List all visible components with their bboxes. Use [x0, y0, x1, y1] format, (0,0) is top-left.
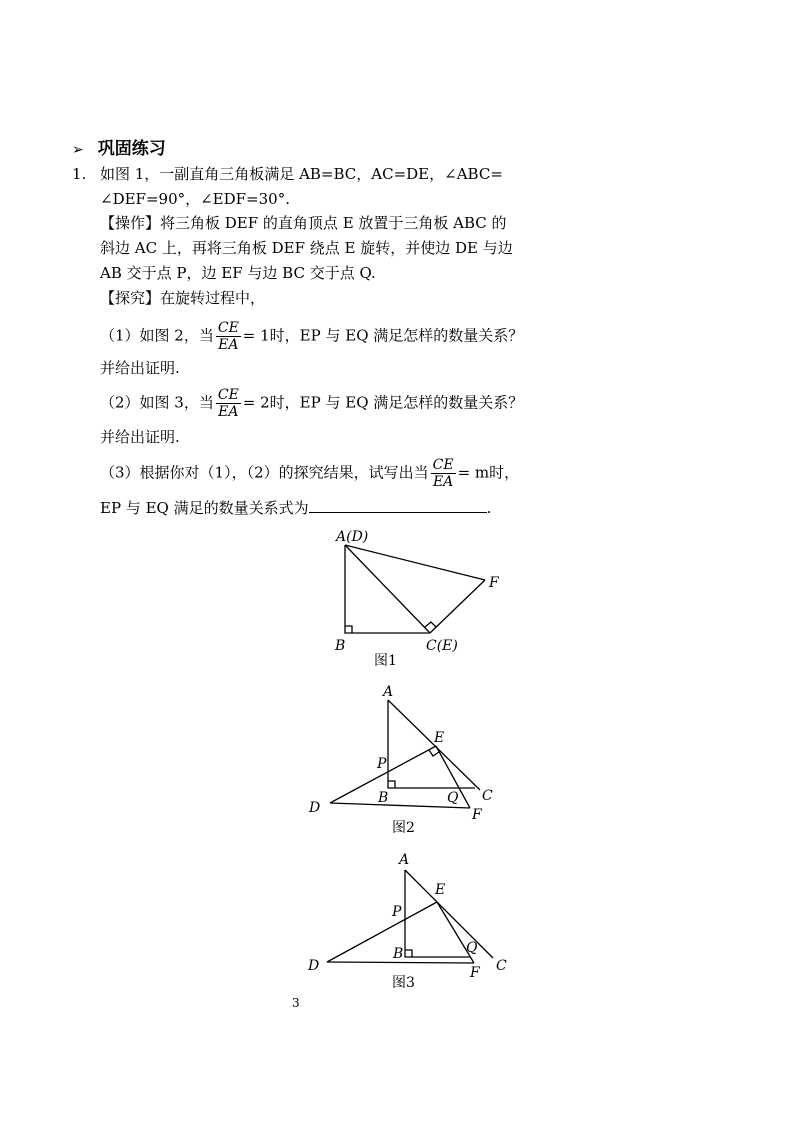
right-angle-mark [429, 750, 439, 756]
label-b: B [393, 946, 404, 962]
label-b: B [378, 790, 389, 806]
question-3-answer-suffix: . [486, 499, 492, 517]
problem-line-1: 如图 1，一副直角三角板满足 AB=BC，AC=DE，∠ABC= [100, 165, 503, 183]
fraction-denominator: EA [218, 337, 239, 353]
label-a-d: A(D) [336, 529, 369, 545]
problem-line-5: AB 交于点 P，边 EF 与边 BC 交于点 Q. [100, 264, 376, 282]
fraction-denominator: EA [432, 474, 454, 490]
label-f: F [489, 575, 499, 591]
figure-1-caption: 图1 [374, 653, 397, 669]
label-p: P [377, 756, 387, 772]
problem-line-4: 斜边 AC 上，再将三角板 DEF 绕点 E 旋转，并使边 DE 与边 [100, 239, 513, 257]
label-d: D [309, 800, 321, 816]
label-f: F [472, 807, 482, 823]
question-2-suffix: = 2时，EP 与 EQ 满足怎样的数量关系？ [242, 393, 524, 412]
right-angle-mark [425, 622, 436, 627]
fraction-numerator: CE [217, 387, 239, 403]
right-angle-mark [345, 626, 352, 633]
arrow-bullet-icon: ➢ [72, 142, 84, 158]
section-title: 巩固练习 [97, 139, 166, 159]
label-c: C [482, 788, 493, 804]
question-2-proof: 并给出证明. [100, 428, 180, 446]
question-1-prefix: （1）如图 2，当 [100, 326, 214, 345]
label-c: C [496, 958, 507, 974]
question-3-answer-prefix: EP 与 EQ 满足的数量关系式为 [100, 499, 309, 517]
right-angle-mark [405, 950, 412, 957]
label-a: A [399, 852, 410, 868]
label-b: B [335, 638, 346, 654]
label-c-e: C(E) [426, 638, 458, 654]
problem-number: 1. [72, 165, 87, 183]
label-e: E [435, 882, 446, 898]
question-1-proof: 并给出证明. [100, 359, 180, 377]
question-3-suffix: = m时， [457, 463, 520, 482]
label-q: Q [447, 790, 459, 806]
label-e: E [434, 730, 445, 746]
fraction-numerator: CE [217, 320, 239, 336]
fraction-numerator: CE [432, 457, 454, 473]
page-number: 3 [292, 996, 300, 1010]
label-d: D [308, 958, 320, 974]
label-f: F [470, 965, 480, 981]
question-3-prefix: （3）根据你对（1），（2）的探究结果，试写出当 [100, 463, 429, 482]
problem-line-2: ∠DEF=90°，∠EDF=30°. [100, 190, 290, 208]
question-2-prefix: （2）如图 3，当 [100, 393, 214, 412]
figure-2-caption: 图2 [392, 820, 415, 836]
right-angle-mark [388, 781, 395, 788]
figure-3-caption: 图3 [392, 975, 415, 991]
fraction-denominator: EA [218, 404, 239, 420]
problem-line-3: 【操作】将三角板 DEF 的直角顶点 E 放置于三角板 ABC 的 [100, 214, 507, 232]
label-p: P [392, 904, 402, 920]
question-1-suffix: = 1时，EP 与 EQ 满足怎样的数量关系？ [242, 326, 524, 345]
problem-line-6: 【探究】在旋转过程中， [100, 289, 266, 307]
label-a: A [383, 684, 394, 700]
figure-1-diagram [345, 545, 485, 633]
label-q: Q [466, 940, 478, 956]
